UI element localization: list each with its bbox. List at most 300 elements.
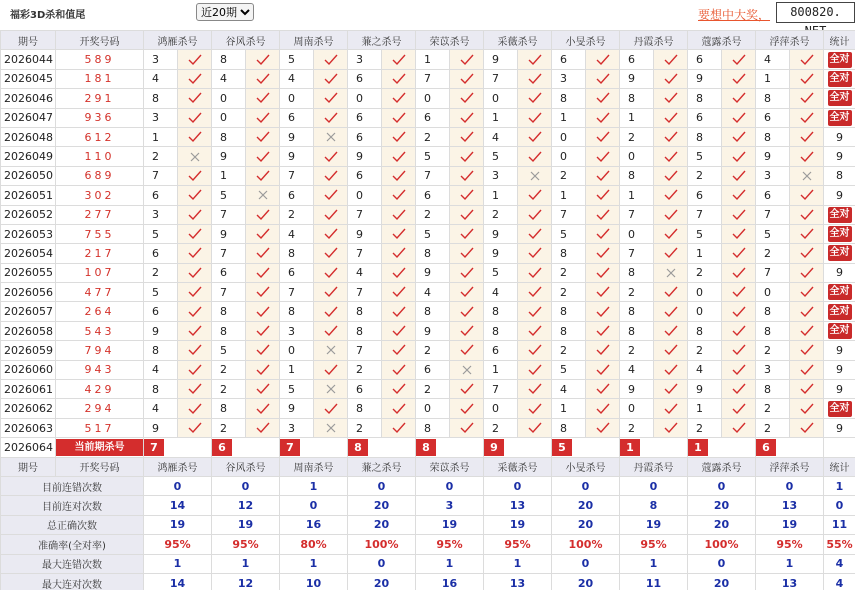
kill-number-value: 2 <box>144 147 178 166</box>
check-mark-icon <box>732 364 746 376</box>
check-mark-icon <box>382 341 416 360</box>
check-mark-icon <box>518 224 552 243</box>
kill-number-value: 2 <box>756 244 790 263</box>
kill-number-value: 8 <box>212 302 246 321</box>
check-mark-icon <box>528 344 542 356</box>
stat-value: 13 <box>484 496 552 515</box>
kill-number-value: 6 <box>688 50 722 69</box>
kill-number-table <box>0 30 855 590</box>
stat-total: 4 <box>824 554 855 573</box>
kill-number-value: 8 <box>756 127 790 146</box>
kill-number-value: 4 <box>552 380 586 399</box>
check-mark-icon <box>188 364 202 376</box>
check-mark-icon <box>450 399 484 418</box>
kill-number-value: 8 <box>416 418 450 437</box>
kill-number-value: 6 <box>484 341 518 360</box>
period-number: 2026062 <box>1 399 56 418</box>
check-mark-icon <box>722 263 756 282</box>
check-mark-icon <box>382 244 416 263</box>
check-mark-icon <box>664 403 678 415</box>
kill-number-value: 3 <box>280 321 314 340</box>
check-mark-icon <box>188 170 202 182</box>
check-mark-icon <box>246 224 280 243</box>
column-header: 浮萍杀号 <box>756 457 824 476</box>
stat-value: 0 <box>620 476 688 495</box>
check-mark-icon <box>256 306 270 318</box>
row-stat <box>824 283 855 302</box>
check-mark-icon <box>246 108 280 127</box>
check-mark-icon <box>450 147 484 166</box>
kill-number-value: 2 <box>212 360 246 379</box>
check-mark-icon <box>460 383 474 395</box>
all-correct-badge: 全对 <box>828 52 852 68</box>
check-mark-icon <box>664 170 678 182</box>
check-mark-icon <box>382 205 416 224</box>
cross-mark-icon <box>189 151 201 163</box>
check-mark-icon <box>392 403 406 415</box>
check-mark-icon <box>654 147 688 166</box>
check-mark-icon <box>528 247 542 259</box>
check-mark-icon <box>382 302 416 321</box>
kill-number-value: 1 <box>144 127 178 146</box>
check-mark-icon <box>596 403 610 415</box>
check-mark-icon <box>324 286 338 298</box>
check-mark-icon <box>392 325 406 337</box>
check-mark-icon <box>586 108 620 127</box>
kill-number-value: 2 <box>688 341 722 360</box>
check-mark-icon <box>178 127 212 146</box>
stat-value: 0 <box>348 476 416 495</box>
check-mark-icon <box>256 364 270 376</box>
promo-link[interactable]: 要想中大奖， <box>698 8 771 22</box>
check-mark-icon <box>178 341 212 360</box>
check-mark-icon <box>732 325 746 337</box>
kill-number-value: 7 <box>144 166 178 185</box>
column-header: 丹霞杀号 <box>620 31 688 50</box>
row-stat <box>824 50 855 69</box>
kill-number-value: 7 <box>484 380 518 399</box>
kill-number-value: 2 <box>620 127 654 146</box>
stat-row <box>1 535 855 554</box>
check-mark-icon <box>256 228 270 240</box>
period-range-select[interactable] <box>196 3 254 21</box>
table-row <box>1 186 855 205</box>
check-mark-icon <box>528 267 542 279</box>
current-kill-cell <box>484 438 552 457</box>
stat-label: 目前连对次数 <box>1 496 144 515</box>
stat-value: 20 <box>348 573 416 590</box>
kill-number-value: 8 <box>348 399 382 418</box>
check-mark-icon <box>256 112 270 124</box>
kill-number-value: 2 <box>280 205 314 224</box>
check-mark-icon <box>188 344 202 356</box>
check-mark-icon <box>450 205 484 224</box>
kill-number-value: 2 <box>620 283 654 302</box>
column-header: 小旻杀号 <box>552 457 620 476</box>
check-mark-icon <box>528 306 542 318</box>
check-mark-icon <box>518 69 552 88</box>
kill-number-value: 4 <box>688 360 722 379</box>
check-mark-icon <box>256 286 270 298</box>
column-header: 谷风杀号 <box>212 457 280 476</box>
cross-mark-icon <box>314 380 348 399</box>
period-number: 2026055 <box>1 263 56 282</box>
kill-number-value: 4 <box>280 224 314 243</box>
kill-number-value: 1 <box>484 108 518 127</box>
kill-number-value: 2 <box>552 263 586 282</box>
check-mark-icon <box>382 89 416 108</box>
current-kill-number: 5 <box>552 439 572 456</box>
check-mark-icon <box>664 151 678 163</box>
row-stat <box>824 205 855 224</box>
check-mark-icon <box>314 244 348 263</box>
kill-number-value: 5 <box>552 360 586 379</box>
kill-number-value: 6 <box>620 50 654 69</box>
period-number: 2026044 <box>1 50 56 69</box>
kill-number-value: 8 <box>620 302 654 321</box>
current-kill-number: 6 <box>212 439 232 456</box>
check-mark-icon <box>324 267 338 279</box>
check-mark-icon <box>392 112 406 124</box>
check-mark-icon <box>450 418 484 437</box>
check-mark-icon <box>450 89 484 108</box>
stat-value: 1 <box>756 554 824 573</box>
check-mark-icon <box>732 189 746 201</box>
check-mark-icon <box>800 131 814 143</box>
period-number: 2026060 <box>1 360 56 379</box>
stat-value: 20 <box>348 515 416 534</box>
kill-number-value: 2 <box>552 341 586 360</box>
check-mark-icon <box>518 399 552 418</box>
check-mark-icon <box>790 50 824 69</box>
kill-number-value: 4 <box>484 127 518 146</box>
current-kill-label: 当前期杀号 <box>56 439 143 456</box>
kill-number-value: 2 <box>688 263 722 282</box>
kill-number-value: 8 <box>144 380 178 399</box>
check-mark-icon <box>586 244 620 263</box>
all-correct-badge: 全对 <box>828 207 852 223</box>
kill-number-value: 9 <box>144 321 178 340</box>
kill-number-value: 3 <box>280 418 314 437</box>
stat-row <box>1 476 855 495</box>
kill-number-value: 6 <box>416 108 450 127</box>
cross-mark-icon <box>790 166 824 185</box>
check-mark-icon <box>450 166 484 185</box>
current-kill-cell <box>348 438 416 457</box>
kill-number-value: 8 <box>688 321 722 340</box>
kill-number-value: 2 <box>620 341 654 360</box>
column-header: 开奖号码 <box>56 31 144 50</box>
check-mark-icon <box>314 399 348 418</box>
kill-number-value: 1 <box>484 360 518 379</box>
current-kill-number: 7 <box>144 439 164 456</box>
stat-value: 13 <box>484 573 552 590</box>
check-mark-icon <box>178 50 212 69</box>
kill-number-value: 9 <box>688 380 722 399</box>
stat-value: 1 <box>484 554 552 573</box>
check-mark-icon <box>654 283 688 302</box>
draw-number: 936 <box>56 108 144 127</box>
check-mark-icon <box>518 283 552 302</box>
check-mark-icon <box>392 306 406 318</box>
kill-number-value: 7 <box>212 205 246 224</box>
check-mark-icon <box>460 422 474 434</box>
cross-mark-icon <box>801 170 813 182</box>
kill-number-value: 7 <box>348 205 382 224</box>
column-header: 荣苡杀号 <box>416 457 484 476</box>
check-mark-icon <box>392 286 406 298</box>
kill-number-value: 6 <box>144 244 178 263</box>
kill-number-value: 5 <box>144 224 178 243</box>
table-row <box>1 127 855 146</box>
check-mark-icon <box>732 151 746 163</box>
table-row <box>1 244 855 263</box>
check-mark-icon <box>722 302 756 321</box>
check-mark-icon <box>392 383 406 395</box>
draw-number: 264 <box>56 302 144 321</box>
check-mark-icon <box>732 344 746 356</box>
check-mark-icon <box>518 244 552 263</box>
check-mark-icon <box>178 302 212 321</box>
check-mark-icon <box>722 360 756 379</box>
check-mark-icon <box>664 306 678 318</box>
check-mark-icon <box>586 224 620 243</box>
stat-value: 19 <box>484 515 552 534</box>
kill-number-value: 8 <box>620 89 654 108</box>
kill-number-value: 0 <box>416 399 450 418</box>
stat-value: 10 <box>280 573 348 590</box>
check-mark-icon <box>586 147 620 166</box>
table-row <box>1 69 855 88</box>
check-mark-icon <box>586 360 620 379</box>
kill-number-value: 1 <box>552 108 586 127</box>
current-kill-number: 9 <box>484 439 504 456</box>
row-stat: 9 <box>824 147 855 166</box>
current-label-cell <box>56 438 144 457</box>
kill-number-value: 3 <box>144 108 178 127</box>
check-mark-icon <box>790 186 824 205</box>
check-mark-icon <box>392 131 406 143</box>
check-mark-icon <box>790 244 824 263</box>
table-row <box>1 360 855 379</box>
stat-value: 1 <box>620 554 688 573</box>
check-mark-icon <box>800 112 814 124</box>
check-mark-icon <box>596 344 610 356</box>
check-mark-icon <box>654 418 688 437</box>
cross-mark-icon <box>325 383 337 395</box>
kill-number-value: 3 <box>348 50 382 69</box>
check-mark-icon <box>460 344 474 356</box>
check-mark-icon <box>732 228 746 240</box>
check-mark-icon <box>654 50 688 69</box>
check-mark-icon <box>800 189 814 201</box>
check-mark-icon <box>528 228 542 240</box>
period-number: 2026053 <box>1 224 56 243</box>
current-kill-number: 1 <box>620 439 640 456</box>
check-mark-icon <box>450 244 484 263</box>
kill-number-value: 8 <box>688 89 722 108</box>
stat-value: 100% <box>552 535 620 554</box>
kill-number-value: 8 <box>348 302 382 321</box>
stat-value: 19 <box>620 515 688 534</box>
check-mark-icon <box>654 244 688 263</box>
kill-number-value: 3 <box>756 360 790 379</box>
stat-value: 0 <box>348 554 416 573</box>
kill-number-value: 2 <box>756 418 790 437</box>
check-mark-icon <box>188 286 202 298</box>
check-mark-icon <box>246 244 280 263</box>
column-header: 采薇杀号 <box>484 457 552 476</box>
check-mark-icon <box>800 228 814 240</box>
check-mark-icon <box>188 189 202 201</box>
check-mark-icon <box>450 50 484 69</box>
stat-value: 95% <box>756 535 824 554</box>
check-mark-icon <box>800 403 814 415</box>
kill-number-value: 1 <box>552 399 586 418</box>
check-mark-icon <box>722 224 756 243</box>
check-mark-icon <box>450 69 484 88</box>
check-mark-icon <box>246 50 280 69</box>
check-mark-icon <box>732 267 746 279</box>
row-stat: 9 <box>824 341 855 360</box>
draw-number: 612 <box>56 127 144 146</box>
period-number: 2026052 <box>1 205 56 224</box>
kill-number-value: 8 <box>620 321 654 340</box>
check-mark-icon <box>460 54 474 66</box>
check-mark-icon <box>518 127 552 146</box>
all-correct-badge: 全对 <box>828 284 852 300</box>
check-mark-icon <box>586 50 620 69</box>
site-brand-badge: 800820. <box>776 2 855 23</box>
period-number: 2026048 <box>1 127 56 146</box>
check-mark-icon <box>664 344 678 356</box>
check-mark-icon <box>800 247 814 259</box>
stat-label: 最大连错次数 <box>1 554 144 573</box>
kill-number-value: 5 <box>688 147 722 166</box>
current-period-row <box>1 438 855 457</box>
check-mark-icon <box>664 189 678 201</box>
kill-number-value: 8 <box>756 321 790 340</box>
all-correct-badge: 全对 <box>828 226 852 242</box>
kill-number-value: 7 <box>280 283 314 302</box>
row-stat: 9 <box>824 360 855 379</box>
stat-total: 11 <box>824 515 855 534</box>
check-mark-icon <box>518 108 552 127</box>
all-correct-badge: 全对 <box>828 323 852 339</box>
check-mark-icon <box>246 418 280 437</box>
stat-value: 20 <box>688 496 756 515</box>
stat-value: 0 <box>756 476 824 495</box>
table-row <box>1 166 855 185</box>
check-mark-icon <box>256 383 270 395</box>
check-mark-icon <box>460 228 474 240</box>
kill-number-value: 7 <box>348 283 382 302</box>
stat-value: 1 <box>144 554 212 573</box>
kill-number-value: 6 <box>688 186 722 205</box>
check-mark-icon <box>586 418 620 437</box>
check-mark-icon <box>392 267 406 279</box>
check-mark-icon <box>654 69 688 88</box>
cross-mark-icon <box>314 341 348 360</box>
table-row <box>1 321 855 340</box>
stat-value: 95% <box>620 535 688 554</box>
check-mark-icon <box>528 422 542 434</box>
check-mark-icon <box>178 186 212 205</box>
stat-total: 0 <box>824 496 855 515</box>
kill-number-value: 7 <box>620 244 654 263</box>
check-mark-icon <box>382 147 416 166</box>
current-kill-cell <box>688 438 756 457</box>
stat-value: 3 <box>416 496 484 515</box>
check-mark-icon <box>392 209 406 221</box>
check-mark-icon <box>586 127 620 146</box>
top-bar <box>0 0 855 28</box>
check-mark-icon <box>654 360 688 379</box>
stat-row <box>1 554 855 573</box>
stat-value: 20 <box>688 573 756 590</box>
check-mark-icon <box>188 131 202 143</box>
period-number: 2026061 <box>1 380 56 399</box>
check-mark-icon <box>314 224 348 243</box>
kill-number-value: 5 <box>688 224 722 243</box>
check-mark-icon <box>460 189 474 201</box>
kill-number-value: 6 <box>280 263 314 282</box>
kill-number-value: 6 <box>552 50 586 69</box>
check-mark-icon <box>382 127 416 146</box>
check-mark-icon <box>732 286 746 298</box>
kill-number-value: 9 <box>280 147 314 166</box>
check-mark-icon <box>664 54 678 66</box>
kill-number-value: 7 <box>212 244 246 263</box>
row-stat: 9 <box>824 418 855 437</box>
stat-value: 0 <box>212 476 280 495</box>
table-row <box>1 302 855 321</box>
stat-value: 95% <box>416 535 484 554</box>
row-stat <box>824 399 855 418</box>
check-mark-icon <box>246 302 280 321</box>
check-mark-icon <box>324 364 338 376</box>
kill-number-value: 8 <box>212 399 246 418</box>
current-kill-cell <box>416 438 484 457</box>
draw-number: 291 <box>56 89 144 108</box>
kill-number-value: 8 <box>756 89 790 108</box>
check-mark-icon <box>528 112 542 124</box>
kill-number-value: 7 <box>620 205 654 224</box>
kill-number-value: 2 <box>144 263 178 282</box>
check-mark-icon <box>314 283 348 302</box>
kill-number-value: 9 <box>620 380 654 399</box>
stat-value: 95% <box>144 535 212 554</box>
check-mark-icon <box>790 380 824 399</box>
check-mark-icon <box>732 422 746 434</box>
stat-value: 100% <box>348 535 416 554</box>
check-mark-icon <box>722 341 756 360</box>
check-mark-icon <box>596 228 610 240</box>
check-mark-icon <box>382 186 416 205</box>
check-mark-icon <box>314 205 348 224</box>
column-header: 小旻杀号 <box>552 31 620 50</box>
check-mark-icon <box>392 151 406 163</box>
check-mark-icon <box>188 73 202 85</box>
current-kill-cell <box>280 438 348 457</box>
draw-number: 794 <box>56 341 144 360</box>
kill-number-value: 5 <box>144 283 178 302</box>
kill-number-value: 0 <box>620 147 654 166</box>
stat-label: 准确率(全对率) <box>1 535 144 554</box>
kill-number-value: 8 <box>348 321 382 340</box>
period-number: 2026046 <box>1 89 56 108</box>
check-mark-icon <box>528 73 542 85</box>
